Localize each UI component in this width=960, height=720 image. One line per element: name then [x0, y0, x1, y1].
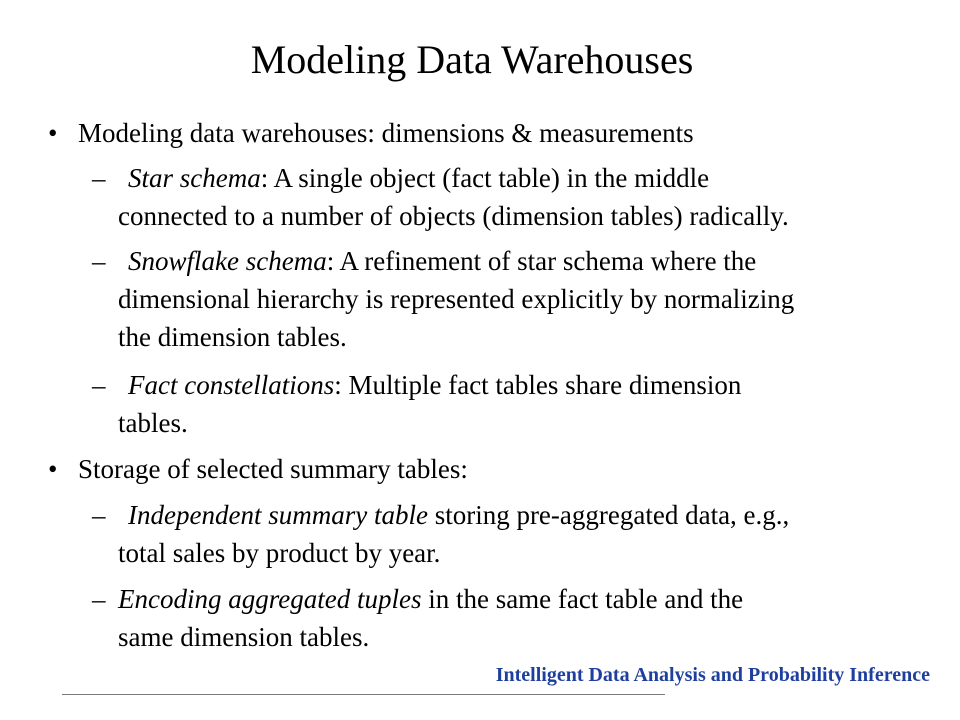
- dash-icon: –: [92, 584, 106, 614]
- term-encoding-aggregated-tuples: Encoding aggregated tuples: [118, 584, 422, 614]
- dash-icon: –: [92, 500, 106, 530]
- dash-icon: –: [92, 246, 106, 276]
- sub-item-text: storing pre-aggregated data, e.g.,: [427, 500, 790, 530]
- bullet-item-modeling: [48, 116, 694, 150]
- sub-item-text: connected to a number of objects (dimension tables) radically.: [118, 201, 789, 231]
- footer-divider: [62, 694, 665, 695]
- sub-item-text: : Multiple fact tables share dimension: [334, 370, 742, 400]
- sub-item-star-schema: [92, 159, 938, 235]
- sub-item-snowflake-schema: [92, 242, 938, 356]
- sub-item-text: the dimension tables.: [118, 322, 347, 352]
- bullet-icon: •: [48, 118, 58, 148]
- sub-item-text: same dimension tables.: [118, 622, 370, 652]
- term-independent-summary-table: Independent summary table: [128, 500, 428, 530]
- bullet-icon: •: [48, 454, 58, 484]
- term-star-schema: Star schema: [128, 163, 261, 193]
- sub-item-text: in the same fact table and the: [421, 584, 744, 614]
- sub-item-independent-summary-table: [92, 496, 938, 572]
- bullet-text: Modeling data warehouses: dimensions & measurements: [78, 118, 694, 148]
- sub-item-fact-constellations: [92, 366, 938, 442]
- sub-item-text: : A refinement of star schema where the: [326, 246, 757, 276]
- sub-item-text: : A single object (fact table) in the middle: [260, 163, 710, 193]
- slide-footer: Intelligent Data Analysis and Probability Inference: [495, 664, 930, 686]
- sub-item-text: dimensional hierarchy is represented explicitly by normalizing: [118, 284, 795, 314]
- sub-item-text: tables.: [118, 408, 188, 438]
- slide-title: Modeling Data Warehouses: [250, 37, 694, 82]
- bullet-item-storage: [48, 452, 468, 486]
- term-fact-constellations: Fact constellations: [128, 370, 335, 400]
- sub-item-encoding-aggregated-tuples: [92, 580, 938, 656]
- bullet-text: Storage of selected summary tables:: [78, 454, 468, 484]
- sub-item-text: total sales by product by year.: [118, 538, 441, 568]
- dash-icon: –: [92, 370, 106, 400]
- dash-icon: –: [92, 163, 106, 193]
- term-snowflake-schema: Snowflake schema: [128, 246, 327, 276]
